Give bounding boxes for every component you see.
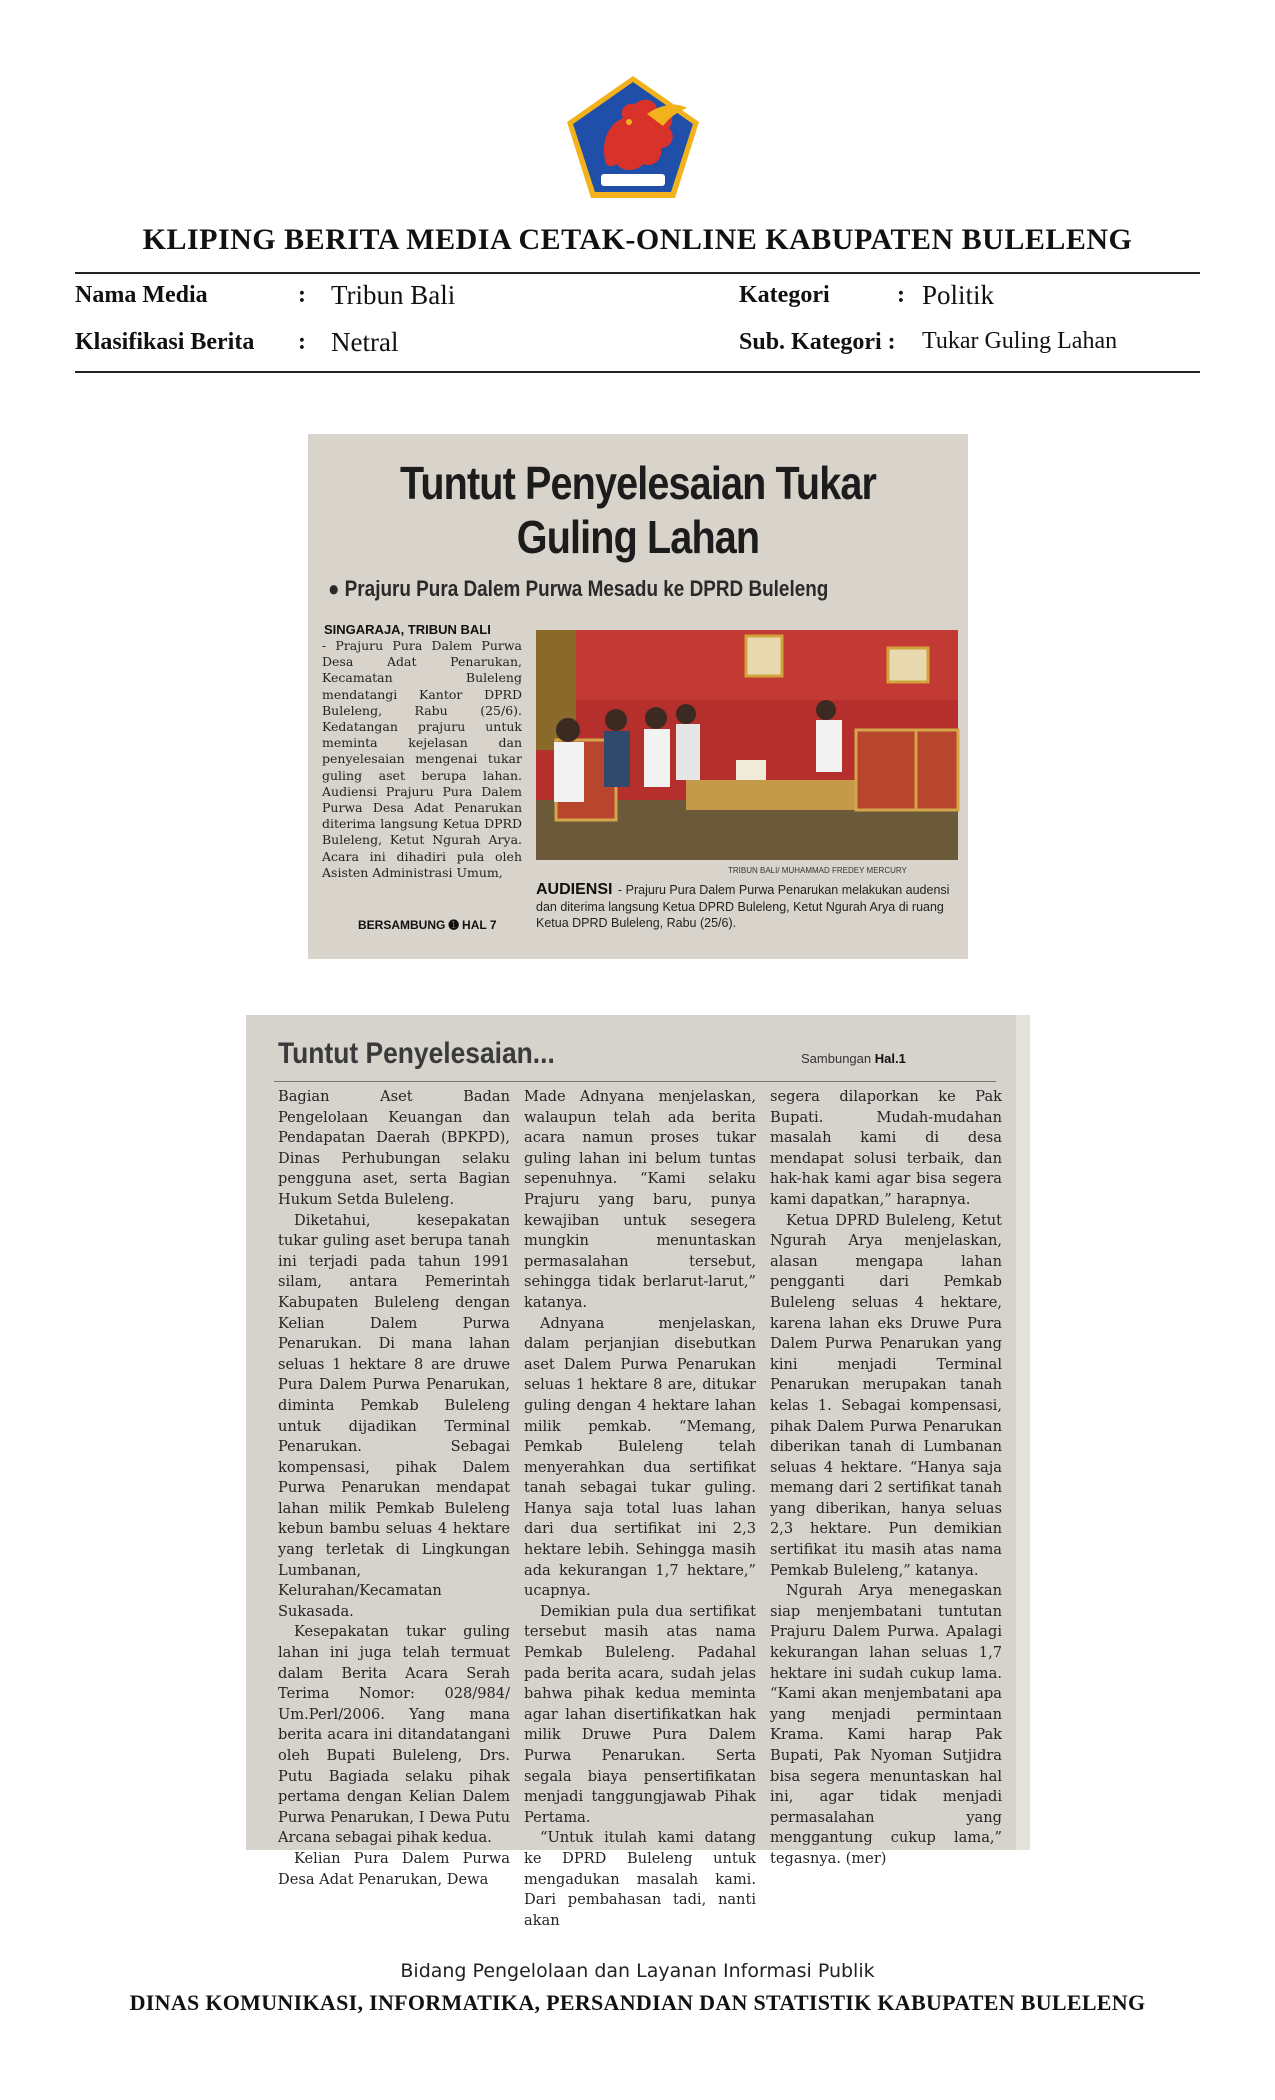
- klasifikasi-colon: :: [298, 329, 306, 355]
- caption-label: AUDIENSI: [536, 881, 613, 898]
- paragraph: Adnyana menjelaskan, dalam perjanjian disebutkan aset Dalem Purwa Penarukan seluas 1 hektare 8 are, ditukar guling dengan 4 hektare lahan milik pemkab. “Memang, Pemkab Buleleng telah menyerahkan dua sertifikat tanah sebagai tukar guling. Hanya saja total luas lahan dari dua sertifikat ini 2,3 hektare lebih. Sehingga masih ada kekurangan 1,7 hektare,” ucapnya.: [524, 1314, 756, 1600]
- paragraph: Ketua DPRD Buleleng, Ketut Ngurah Arya menjelaskan, alasan mengapa lahan pengganti dari Pemkab Buleleng seluas 4 hektare, karena lahan eks Druwe Pura Dalem Purwa Penarukan yang kini menjadi Terminal Penarukan merupakan tanah kelas 1. Sebagai kompensasi, pihak Dalem Purwa Penarukan diberikan tanah di Lumbanan seluas 4 hektare. “Hanya saja memang dari 2 sertifikat tanah yang diberikan, hanya seluas 2,3 hektare. Pun demikian sertifikat itu masih atas nama Pemkab Buleleng,” katanya.: [770, 1211, 1002, 1579]
- continuation-heading: Tuntut Penyelesaian...: [278, 1037, 555, 1070]
- continuation-page-ref: [801, 1051, 906, 1066]
- media-label: Nama Media: [75, 282, 208, 308]
- clip-lead-text: - Prajuru Pura Dalem Purwa Desa Adat Penarukan, Kecamatan Buleleng mendatangi Kantor DPRD Buleleng, Rabu (25/6). Kedatangan prajuru untuk meminta kejelasan dan penyelesaian mengenai tukar guling aset berupa lahan. Audiensi Prajuru Pura Dalem Purwa Desa Adat Penarukan diterima langsung Ketua DPRD Buleleng, Ketut Ngurah Arya. Acara ini dihadiri pula oleh Asisten Administrasi Umum,: [322, 638, 522, 880]
- clip-headline: [354, 456, 922, 564]
- kategori-label: Kategori: [739, 282, 830, 308]
- paragraph: Kesepakatan tukar guling lahan ini juga telah termuat dalam Berita Acara Serah Terima Nomor: 028/984/ Um.Perl/2006. Yang mana berita acara ini ditandatangani oleh Bupati Buleleng, Drs. Putu Bagiada selaku pihak pertama dengan Kelian Dalem Purwa Penarukan, I Dewa Putu Arcana sebagai pihak kedua.: [278, 1623, 510, 1847]
- article-column-1: [278, 1087, 510, 1890]
- header-divider-top: [75, 272, 1200, 274]
- footer-agency: DINAS KOMUNIKASI, INFORMATIKA, PERSANDIAN DAN STATISTIK KABUPATEN BULELENG: [129, 1990, 1146, 2015]
- photo-caption: - Prajuru Pura Dalem Purwa Penarukan melakukan audensi dan diterima langsung Ketua DPRD Buleleng, Ketut Ngurah Arya di ruang Ketua DPRD Buleleng, Rabu (25/6).: [536, 883, 950, 930]
- kategori-colon: :: [897, 282, 905, 308]
- media-colon: :: [298, 282, 306, 308]
- paragraph: Kelian Pura Dalem Purwa Desa Adat Penarukan, Dewa: [278, 1849, 510, 1888]
- paragraph: Demikian pula dua sertifikat tersebut masih atas nama Pemkab Buleleng. Padahal pada berita acara, sudah jelas bahwa pihak kedua meminta agar lahan disertifikatkan hak milik Druwe Pura Dalem Purwa Penarukan. Serta segala biaya pensertifikatan menjadi tanggungjawab Pihak Pertama.: [524, 1602, 756, 1826]
- singa-ambara-raja-crest-icon: [565, 74, 701, 200]
- klasifikasi-label: Klasifikasi Berita: [75, 329, 255, 355]
- paragraph: segera dilaporkan ke Pak Bupati. Mudah-mudahan masalah kami di desa mendapat solusi terbaik, dan hak-hak kami agar bisa segera kami dapatkan,” harapnya.: [770, 1088, 1002, 1208]
- news-clipping-front: [308, 434, 968, 959]
- media-value: Tribun Bali: [331, 280, 456, 310]
- kategori-value: Politik: [922, 280, 995, 310]
- paragraph: Diketahui, kesepakatan tukar guling aset berupa tanah ini terjadi pada tahun 1991 silam, antara Pemerintah Kabupaten Buleleng dengan Kelian Dalem Purwa Penarukan. Di mana lahan seluas 1 hektare 8 are druwe Pura Dalem Purwa Penarukan, diminta Pemkab Buleleng untuk dijadikan Terminal Penarukan. Sebagai kompensasi, pihak Dalem Purwa Penarukan mendapat lahan milik Pemkab Buleleng kebun bambu seluas 4 hektare yang terletak di Lingkungan Lumbanan, Kelurahan/Kecamatan Sukasada.: [278, 1211, 510, 1620]
- page-title: KLIPING BERITA MEDIA CETAK-ONLINE KABUPATEN BULELENG: [142, 223, 1133, 256]
- header-divider-bottom: [75, 371, 1200, 373]
- adjacent-page-edge: [1016, 1015, 1030, 1850]
- paragraph: “Untuk itulah kami datang ke DPRD Buleleng untuk mengadukan masalah kami. Dari pembahasan tadi, nanti akan: [524, 1829, 756, 1929]
- paragraph: Made Adnyana menjelaskan, walaupun telah ada berita acara namun proses tukar guling lahan ini belum tuntas sepenuhnya. “Kami selaku Prajuru yang baru, punya kewajiban untuk sesegera mungkin menuntaskan permasalahan tersebut, sehingga tidak berlarut-larut,” katanya.: [524, 1088, 756, 1311]
- news-clipping-continuation: [246, 1015, 1030, 1929]
- sambungan-label: Sambungan: [801, 1051, 872, 1066]
- continuation-divider: [274, 1081, 996, 1082]
- clip-headline-line1: Tuntut Penyelesaian Tukar: [399, 457, 877, 509]
- logo-crest: [565, 74, 701, 200]
- clip-continued-label: BERSAMBUNG ➊ HAL 7: [358, 918, 497, 932]
- footer-department: Bidang Pengelolaan dan Layanan Informasi Publik: [400, 1960, 875, 1982]
- meeting-room-photo-icon: [536, 630, 958, 860]
- article-column-3: [770, 1087, 1002, 1870]
- audiensi-photo: [536, 630, 958, 860]
- sub-kategori-label: Sub. Kategori :: [739, 329, 896, 355]
- clip-subheadline: ● Prajuru Pura Dalem Purwa Mesadu ke DPRD Buleleng: [328, 576, 829, 601]
- paragraph: Ngurah Arya menegaskan siap menjembatani tuntutan Prajuru Dalem Purwa. Apalagi kekurangan lahan seluas 1,7 hektare ini sudah cukup lama. “Kami akan menjembatani apa yang menjadi permintaan Krama. Kami harap Pak Bupati, Pak Nyoman Sutjidra bisa segera menuntaskan hal ini, agar tidak menjadi permasalahan yang menggantung cukup lama,” tegasnya. (mer): [770, 1582, 1002, 1867]
- hal-label: Hal.1: [874, 1051, 906, 1066]
- clip-dateline: SINGARAJA, TRIBUN BALI: [324, 622, 491, 637]
- klasifikasi-value: Netral: [331, 327, 399, 357]
- sub-kategori-value: Tukar Guling Lahan: [922, 328, 1118, 354]
- paragraph: Bagian Aset Badan Pengelolaan Keuangan dan Pendapatan Daerah (BPKPD), Dinas Perhubungan selaku pengguna aset, serta Bagian Hukum Setda Buleleng.: [278, 1088, 510, 1208]
- photo-credit: TRIBUN BALI/ MUHAMMAD FREDEY MERCURY: [728, 866, 907, 875]
- article-column-2: [524, 1087, 756, 1931]
- clip-headline-line2: Guling Lahan: [516, 511, 760, 563]
